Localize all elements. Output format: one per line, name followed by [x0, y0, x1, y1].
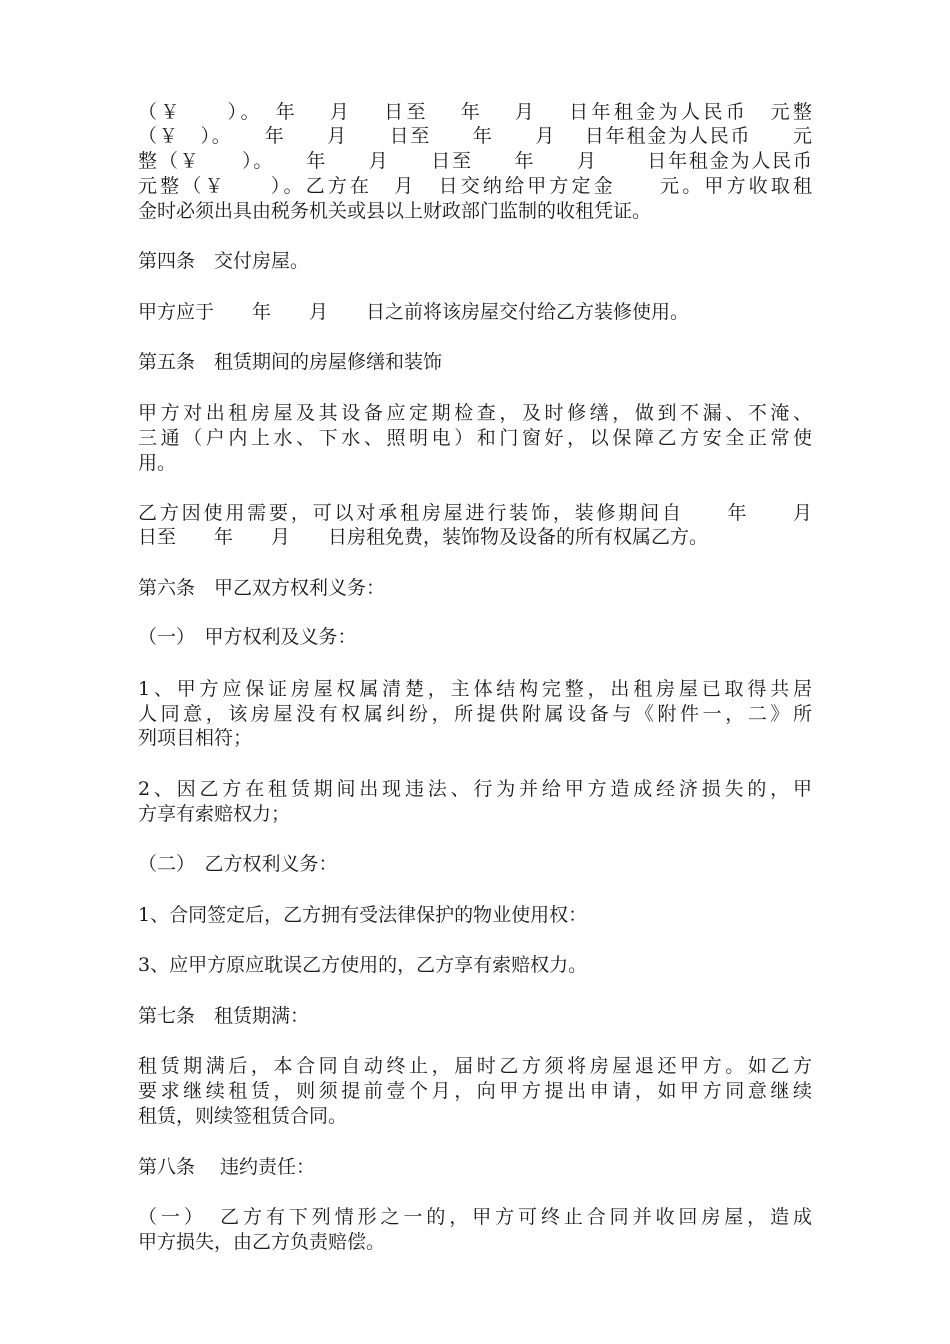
text-line: 租赁期满后，本合同自动终止，届时乙方须将房屋退还甲方。如乙方	[138, 1055, 812, 1077]
text-line: 要求继续租赁，则须提前壹个月，向甲方提出申请，如甲方同意继续	[138, 1080, 812, 1102]
text-line: 金时必须出具由税务机关或县以上财政部门监制的收租凭证。	[138, 200, 652, 222]
text-line: 甲方损失，由乙方负责赔偿。	[138, 1231, 386, 1253]
text-line: 人同意，该房屋没有权属纠纷，所提供附属设备与《附件一，二》所	[138, 703, 812, 725]
section-heading: （一） 甲方权利及义务：	[138, 626, 357, 648]
text-line: 三通（户内上水、下水、照明电）和门窗好，以保障乙方安全正常使	[138, 427, 812, 449]
section-heading: （二） 乙方权利义务：	[138, 853, 338, 875]
article-heading: 第六条 甲乙双方权利义务：	[138, 577, 386, 599]
text-line: 列项目相符；	[138, 727, 253, 749]
text-line: 1、合同签定后，乙方拥有受法律保护的物业使用权：	[138, 904, 588, 926]
text-line: 1、甲方应保证房屋权属清楚，主体结构完整，出租房屋已取得共居	[138, 678, 812, 700]
text-line: 整（￥ ）。 年 月 日至 年 月 日年租金为人民币	[138, 150, 812, 172]
article-heading: 第七条 租赁期满：	[138, 1005, 310, 1027]
text-line: （￥ ）。 年 月 日至 年 月 日年租金为人民币 元	[138, 125, 812, 147]
article-heading: 第四条 交付房屋。	[138, 250, 310, 272]
text-line: （￥ ）。 年 月 日至 年 月 日年租金为人民币 元整	[138, 101, 812, 123]
text-line: 租赁，则续签租赁合同。	[138, 1105, 348, 1127]
text-line: 乙方因使用需要，可以对承租房屋进行装饰，装修期间自 年 月	[138, 502, 812, 524]
text-line: （一） 乙方有下列情形之一的，甲方可终止合同并收回房屋，造成	[138, 1206, 812, 1228]
text-line: 日至 年 月 日房租免费，装饰物及设备的所有权属乙方。	[138, 526, 709, 548]
text-line: 用。	[138, 452, 177, 474]
text-line: 方享有索赔权力；	[138, 803, 291, 825]
article-heading: 第八条 违约责任：	[138, 1156, 316, 1178]
text-line: 3、应甲方原应耽误乙方使用的，乙方享有索赔权力。	[138, 954, 588, 976]
text-line: 元整（￥ ）。乙方在 月 日交纳给甲方定金 元。甲方收取租	[138, 175, 812, 197]
text-line: 甲方应于 年 月 日之前将该房屋交付给乙方装修使用。	[138, 301, 690, 323]
article-heading: 第五条 租赁期间的房屋修缮和装饰	[138, 351, 443, 373]
text-line: 2、因乙方在租赁期间出现违法、行为并给甲方造成经济损失的，甲	[138, 778, 812, 800]
text-line: 甲方对出租房屋及其设备应定期检查，及时修缮，做到不漏、不淹、	[138, 402, 812, 424]
